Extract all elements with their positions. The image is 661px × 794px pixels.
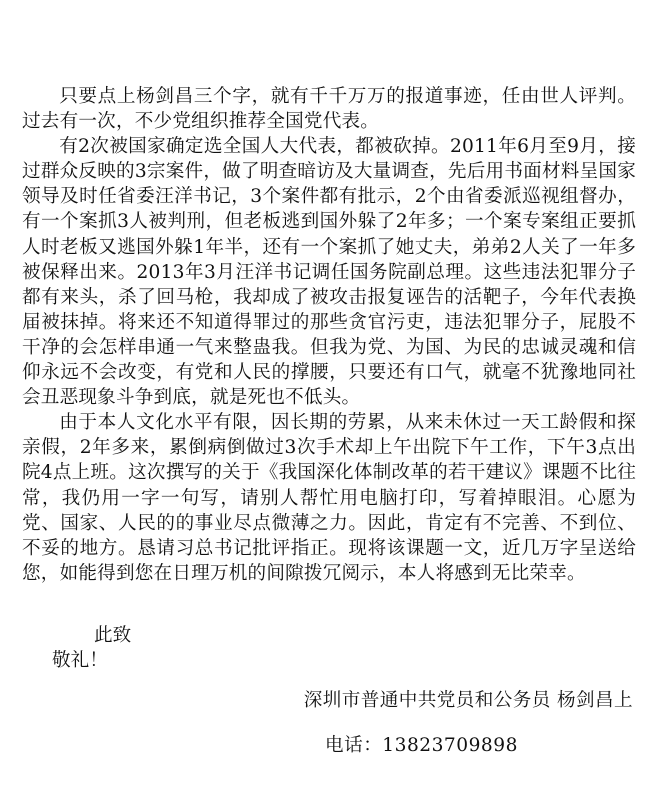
paragraph-3: 由于本人文化水平有限，因长期的劳累，从来未休过一天工龄假和探亲假，2年多来，累倒病倒做过3次手术却上午出院下午工作，下午3点出院4点上班。这次撰写的关于《我国深化体制改革的若干建议》课题不比往常，我仍用一字一句写，请别人帮忙用电脑打印，写着掉眼泪。心愿为党、国家、人民的的事业尽点微薄之力。因此，肯定有不完善、不到位、不妥的地方。恳请习总书记批评指正。现将该课题一文，近几万字呈送给您，如能得到您在日理万机的间隙拨冗阅示，本人将感到无比荣幸。 [22,412,636,584]
paragraph-1: 只要点上杨剑昌三个字，就有千千万万的报道事迹，任由世人评判。过去有一次，不少党组织推荐全国党代表。 [22,86,636,133]
signature-line: 深圳市普通中共党员和公务员 杨剑昌上 [303,690,633,711]
letter-body [22,84,636,586]
closing-salutation: 此致 [94,625,132,646]
paragraph-2: 有2次被国家确定选全国人大代表，都被砍掉。2011年6月至9月，接过群众反映的3宗案件，做了明查暗访及大量调查，先后用书面材料呈国家领导及时任省委汪洋书记，3个案件都有批示，2个由省委派巡视组督办，有一个案抓3人被判刑，但老板逃到国外躲了2年多；一个案专案组正要抓人时老板又逃国外躲1年半，还有一个案抓了她丈夫，弟弟2人关了一年多被保释出来。2013年3月汪洋书记调任国务院副总理。这些违法犯罪分子都有来头，杀了回马枪，我却成了被攻击报复诬告的活靶子，今年代表换届被抹掉。将来还不知道得罪过的那些贪官污吏，违法犯罪分子，屁股不干净的会怎样串通一气来整蛊我。但我为党、为国、为民的忠诚灵魂和信仰永远不会改变，有党和人民的撑腰，只要还有口气，就毫不犹豫地同社会丑恶现象斗争到底，就是死也不低头。 [22,136,636,409]
contact-phone: 电话：13823709898 [325,735,518,756]
closing-regards: 敬礼！ [52,650,108,671]
